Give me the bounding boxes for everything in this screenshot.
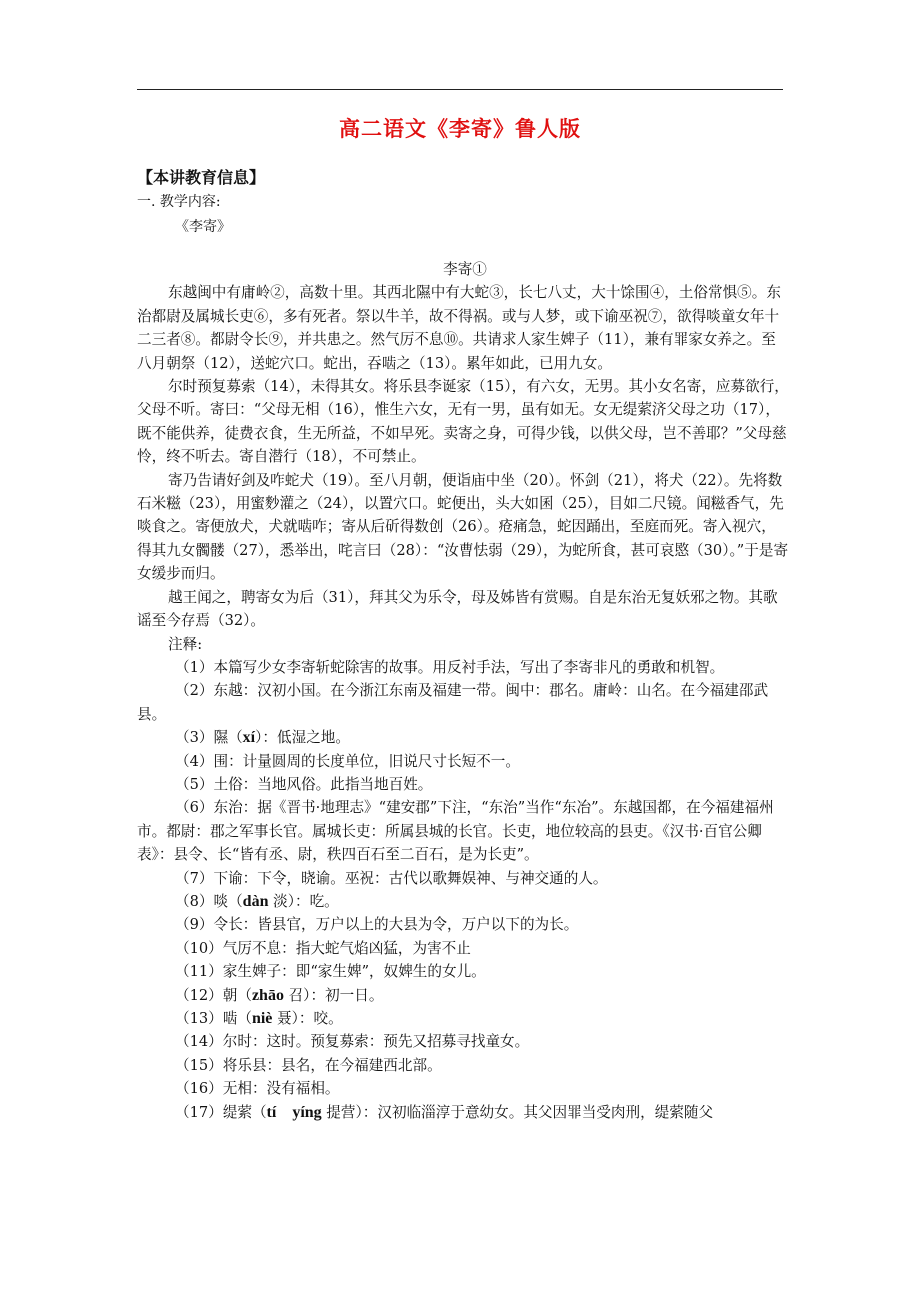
paragraph: 寄乃告请好剑及咋蛇犬（19）。至八月朝，便诣庙中坐（20）。怀剑（21），将犬（22）。先将数石米糍（23），用蜜麨灌之（24），以置穴口。蛇便出，头大如囷（25），目如二尺镜。闻糍香气，先啖食之。寄便放犬，犬就啮咋；寄从后斫得数创（26）。疮痛急，蛇因踊出，至庭而死。寄入视穴，得其九女髑髅（27），悉举出，咤言曰（28）：“汝曹怯弱（29），为蛇所食，甚可哀愍（30）。”于是寄女缓步而归。 xyxy=(137,471,789,583)
note-item xyxy=(137,1054,789,1077)
note-text: （16）无相：没有福相。 xyxy=(175,1080,340,1098)
note-text: （3）隰（ xyxy=(175,729,243,747)
note-text: （2）东越：汉初小国。在今浙江东南及福建一带。闽中：郡名。庸岭：山名。在今福建邵武县。 xyxy=(137,682,769,723)
note-item xyxy=(137,773,789,796)
note-item xyxy=(137,1101,789,1124)
note-item xyxy=(137,1007,789,1030)
note-item xyxy=(137,750,789,773)
notes-list xyxy=(137,656,789,1124)
header-rule xyxy=(137,89,783,90)
page-title: 高二语文《李寄》鲁人版 xyxy=(339,117,581,141)
note-item xyxy=(137,960,789,983)
teaching-item: 《李寄》 xyxy=(175,219,231,235)
note-text: （8）啖（ xyxy=(175,892,243,910)
note-item xyxy=(137,984,789,1007)
note-text: （15）将乐县：县名，在今福建西北部。 xyxy=(175,1056,442,1074)
note-text: （9）令长：皆县官，万户以上的大县为令，万户以下的为长。 xyxy=(175,916,579,934)
teaching-label: 一. 教学内容: xyxy=(137,194,221,210)
note-text: （12）朝（ xyxy=(175,986,252,1004)
note-item xyxy=(137,726,789,749)
note-text: （4）围：计量圆周的长度单位，旧说尺寸长短不一。 xyxy=(175,752,520,770)
note-text: （6）东治：据《晋书·地理志》“建安郡”下注，“东治”当作“东冶”。东越国都，在今福建福州市。都尉：郡之军事长官。属城长吏：所属县城的长官。长吏，地位较高的县吏。《汉书·百官公卿表》：县令、长“皆有丞、尉，秩四百石至二百石，是为长吏”。 xyxy=(137,799,774,864)
text-body xyxy=(137,258,789,1124)
note-text: （1）本篇写少女李寄斩蛇除害的故事。用反衬手法，写出了李寄非凡的勇敢和机智。 xyxy=(175,658,725,676)
note-text: （10）气厉不息：指大蛇气焰凶猛，为害不止 xyxy=(175,939,471,957)
note-item xyxy=(137,656,789,679)
text-title: 李寄① xyxy=(443,261,487,278)
pinyin-text: zhāo xyxy=(251,986,284,1004)
note-text-tail: 淡）：吃。 xyxy=(268,892,339,910)
note-text-tail: 提营）：汉初临淄淳于意幼女。其父因罪当受肉刑，缇萦随父 xyxy=(321,1103,714,1121)
pinyin-text: niè xyxy=(251,1010,273,1027)
paragraph: 越王闻之，聘寄女为后（31），拜其父为乐令，母及姊皆有赏赐。自是东治无复妖邪之物。其歌谣至今存焉（32）。 xyxy=(137,588,778,630)
note-text: （17）缇萦（ xyxy=(175,1103,267,1121)
note-text-tail: 聂）：咬。 xyxy=(272,1010,343,1027)
note-item xyxy=(137,867,789,890)
paragraph: 尔时预复募索（14），未得其女。将乐县李诞家（15），有六女，无男。其小女名寄，应募欲行，父母不听。寄曰：“父母无相（16），惟生六女，无有一男，虽有如无。女无缇萦济父母之功（17），既不能供养，徒费衣食，生无所益，不如早死。卖寄之身，可得少钱，以供父母，岂不善耶？”父母慈怜，终不听去。寄自潜行（18），不可禁止。 xyxy=(137,378,789,466)
note-item xyxy=(137,796,789,866)
note-item xyxy=(137,1077,789,1100)
notes-label: 注释: xyxy=(168,635,203,653)
note-text-tail: 召）：初一日。 xyxy=(283,986,384,1004)
note-text: （13）啮（ xyxy=(175,1010,252,1027)
note-item xyxy=(137,679,789,726)
pinyin-text: xí xyxy=(242,729,256,747)
note-text: （14）尔时：这时。预复募索：预先又招募寻找童女。 xyxy=(175,1033,530,1051)
note-item xyxy=(137,1030,789,1053)
note-item xyxy=(137,890,789,913)
section-heading: 【本讲教育信息】 xyxy=(137,168,266,187)
note-text: （11）家生婢子：即“家生婢”，奴婢生的女儿。 xyxy=(175,963,486,981)
paragraph: 东越闽中有庸岭②，高数十里。其西北隰中有大蛇③，长七八丈，大十馀围④，土俗常惧⑤。东治都尉及属城长吏⑥，多有死者。祭以牛羊，故不得祸。或与人梦，或下谕巫祝⑦，欲得啖童女年十二三者⑧。都尉令长⑨，并共患之。然气厉不息⑩。共请求人家生婢子（11），兼有罪家女养之。至八月朝祭（12），送蛇穴口。蛇出，吞啮之（13）。累年如此，已用九女。 xyxy=(137,284,781,372)
note-text: （5）土俗：当地风俗。此指当地百姓。 xyxy=(175,775,433,793)
note-text: （7）下谕：下令，晓谕。巫祝：古代以歌舞娱神、与神交通的人。 xyxy=(175,869,608,887)
note-text-tail: ）：低湿之地。 xyxy=(255,729,350,747)
note-item xyxy=(137,937,789,960)
pinyin-text: dàn xyxy=(242,892,269,910)
pinyin-text: tí yíng xyxy=(266,1103,322,1121)
note-item xyxy=(137,913,789,936)
